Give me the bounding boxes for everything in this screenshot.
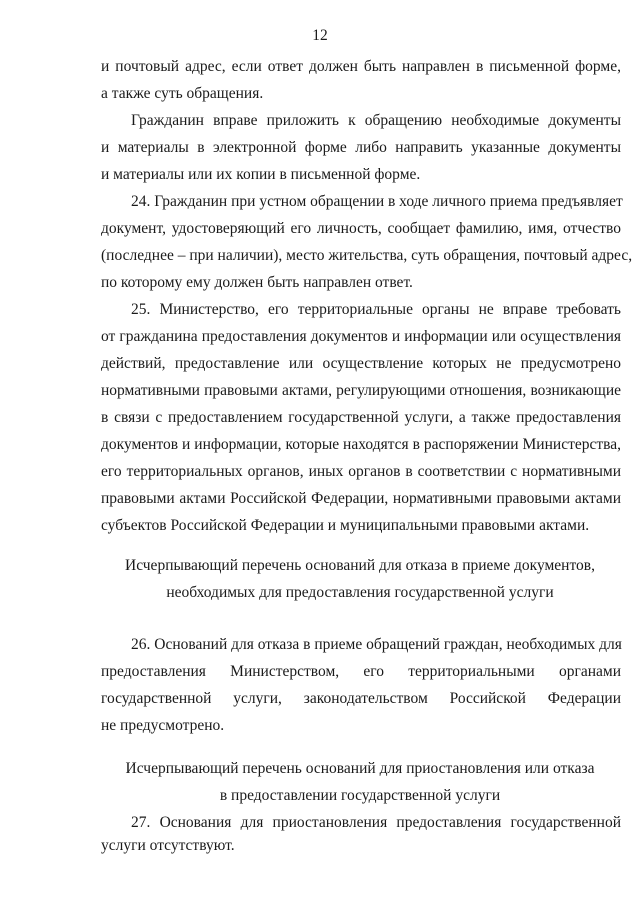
text-line: 25. Министерство, его территориальные органы не вправе требовать <box>131 301 621 318</box>
section-heading: Исчерпывающий перечень оснований для отказа в приеме документов, <box>125 557 595 574</box>
text-line: 27. Основания для приостановления предоставления государственной <box>131 814 621 831</box>
section-heading: Исчерпывающий перечень оснований для приостановления или отказа <box>125 760 595 777</box>
section-heading: необходимых для предоставления государственной услуги <box>166 584 554 601</box>
page-number: 12 <box>312 27 328 44</box>
text-line: субъектов Российской Федерации и муниципальными правовыми актами. <box>101 517 590 534</box>
text-line: не предусмотрено. <box>101 717 225 734</box>
text-line: нормативными правовыми актами, регулирующими отношения, возникающие <box>101 382 621 399</box>
text-line: по которому ему должен быть направлен ответ. <box>101 274 413 291</box>
text-line: правовыми актами Российской Федерации, нормативными правовыми актами <box>101 490 621 507</box>
text-line: услуги отсутствуют. <box>101 837 235 854</box>
text-line: и почтовый адрес, если ответ должен быть направлен в письменной форме, <box>101 58 621 75</box>
text-line: Гражданин вправе приложить к обращению необходимые документы <box>131 112 621 129</box>
text-line: предоставления Министерством, его территориальными органами <box>101 663 621 680</box>
text-line: документов и информации, которые находятся в распоряжении Министерства, <box>101 436 621 453</box>
section-heading: в предоставлении государственной услуги <box>219 787 501 804</box>
text-line: в связи с предоставлением государственной услуги, а также предоставления <box>101 409 621 426</box>
text-line: и материалы или их копии в письменной форме. <box>101 166 421 183</box>
text-line: (последнее – при наличии), место жительства, суть обращения, почтовый адрес, <box>101 247 633 264</box>
text-line: и материалы в электронной форме либо направить указанные документы <box>101 139 621 156</box>
text-line: 24. Гражданин при устном обращении в ходе личного приема предъявляет <box>131 193 623 210</box>
text-line: от гражданина предоставления документов и информации или осуществления <box>101 328 621 345</box>
text-line: 26. Оснований для отказа в приеме обращений граждан, необходимых для <box>131 636 622 653</box>
text-line: его территориальных органов, иных органов в соответствии с нормативными <box>101 463 621 480</box>
text-line: а также суть обращения. <box>101 85 264 102</box>
text-line: документ, удостоверяющий его личность, сообщает фамилию, имя, отчество <box>101 220 621 237</box>
text-line: государственной услуги, законодательством Российской Федерации <box>101 690 621 707</box>
text-line: действий, предоставление или осуществление которых не предусмотрено <box>101 355 621 372</box>
